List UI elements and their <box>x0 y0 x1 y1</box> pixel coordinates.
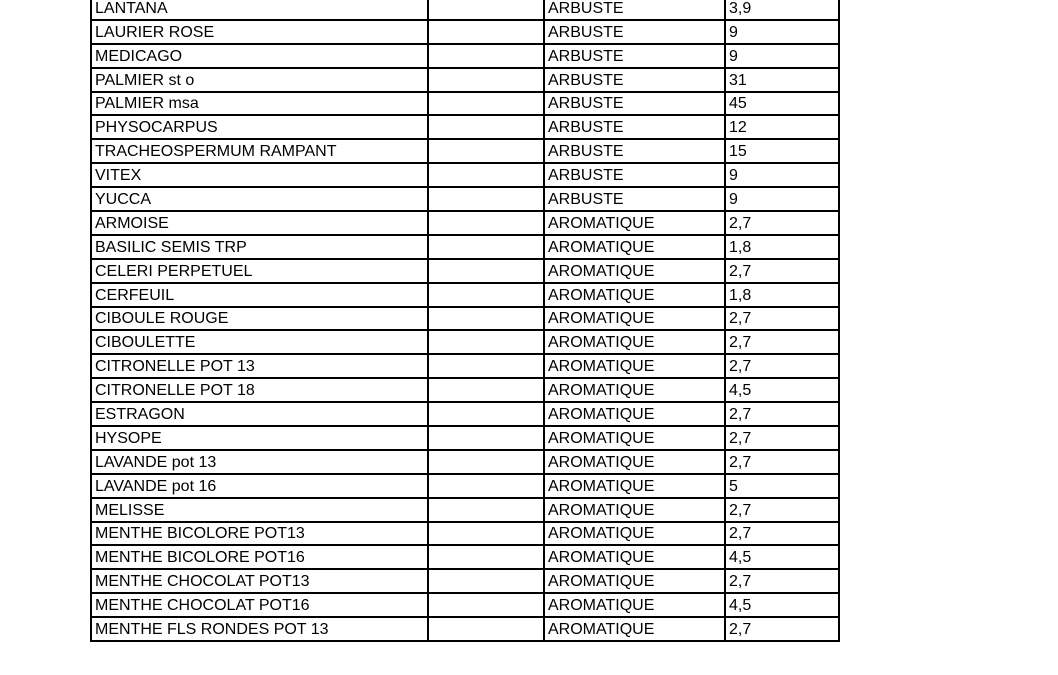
empty-cell <box>428 617 544 641</box>
category-cell: ARBUSTE <box>544 44 725 68</box>
price-cell: 2,7 <box>725 211 839 235</box>
plant-name-cell: PALMIER st o <box>91 68 428 92</box>
table-row <box>91 617 839 641</box>
category-cell: AROMATIQUE <box>544 545 725 569</box>
category-cell: AROMATIQUE <box>544 569 725 593</box>
category-cell: AROMATIQUE <box>544 426 725 450</box>
price-cell: 2,7 <box>725 617 839 641</box>
price-cell: 3,9 <box>725 0 839 20</box>
table-row <box>91 0 839 20</box>
empty-cell <box>428 259 544 283</box>
table-row <box>91 402 839 426</box>
category-cell: AROMATIQUE <box>544 522 725 546</box>
table-row <box>91 211 839 235</box>
empty-cell <box>428 163 544 187</box>
plant-name-cell: MENTHE CHOCOLAT POT16 <box>91 593 428 617</box>
category-cell: AROMATIQUE <box>544 378 725 402</box>
price-cell: 2,7 <box>725 259 839 283</box>
table-row <box>91 450 839 474</box>
plant-name-cell: YUCCA <box>91 187 428 211</box>
category-cell: ARBUSTE <box>544 139 725 163</box>
plant-name-cell: LAVANDE pot 16 <box>91 474 428 498</box>
empty-cell <box>428 498 544 522</box>
empty-cell <box>428 593 544 617</box>
price-table <box>90 0 840 642</box>
table-row <box>91 20 839 44</box>
empty-cell <box>428 44 544 68</box>
price-cell: 2,7 <box>725 569 839 593</box>
empty-cell <box>428 115 544 139</box>
price-cell: 12 <box>725 115 839 139</box>
plant-name-cell: CERFEUIL <box>91 283 428 307</box>
table-row <box>91 378 839 402</box>
price-cell: 9 <box>725 163 839 187</box>
table-row <box>91 163 839 187</box>
price-cell: 2,7 <box>725 426 839 450</box>
plant-name-cell: PHYSOCARPUS <box>91 115 428 139</box>
price-cell: 15 <box>725 139 839 163</box>
category-cell: ARBUSTE <box>544 115 725 139</box>
price-table-body <box>91 0 839 641</box>
category-cell: AROMATIQUE <box>544 235 725 259</box>
plant-name-cell: LANTANA <box>91 0 428 20</box>
price-cell: 1,8 <box>725 235 839 259</box>
category-cell: AROMATIQUE <box>544 450 725 474</box>
empty-cell <box>428 0 544 20</box>
category-cell: AROMATIQUE <box>544 283 725 307</box>
price-cell: 31 <box>725 68 839 92</box>
plant-name-cell: ESTRAGON <box>91 402 428 426</box>
category-cell: ARBUSTE <box>544 68 725 92</box>
table-row <box>91 259 839 283</box>
price-cell: 4,5 <box>725 545 839 569</box>
table-row <box>91 498 839 522</box>
plant-name-cell: PALMIER msa <box>91 92 428 116</box>
empty-cell <box>428 474 544 498</box>
category-cell: AROMATIQUE <box>544 354 725 378</box>
table-row <box>91 426 839 450</box>
empty-cell <box>428 283 544 307</box>
empty-cell <box>428 402 544 426</box>
table-row <box>91 593 839 617</box>
empty-cell <box>428 68 544 92</box>
category-cell: AROMATIQUE <box>544 330 725 354</box>
empty-cell <box>428 378 544 402</box>
price-cell: 9 <box>725 44 839 68</box>
plant-name-cell: LAVANDE pot 13 <box>91 450 428 474</box>
plant-name-cell: CIBOULE ROUGE <box>91 307 428 331</box>
table-row <box>91 68 839 92</box>
table-row <box>91 354 839 378</box>
category-cell: AROMATIQUE <box>544 259 725 283</box>
category-cell: AROMATIQUE <box>544 498 725 522</box>
empty-cell <box>428 330 544 354</box>
table-row <box>91 569 839 593</box>
price-cell: 2,7 <box>725 498 839 522</box>
category-cell: ARBUSTE <box>544 187 725 211</box>
empty-cell <box>428 235 544 259</box>
price-cell: 2,7 <box>725 330 839 354</box>
price-cell: 4,5 <box>725 378 839 402</box>
price-cell: 2,7 <box>725 354 839 378</box>
plant-name-cell: MELISSE <box>91 498 428 522</box>
empty-cell <box>428 307 544 331</box>
plant-name-cell: CIBOULETTE <box>91 330 428 354</box>
category-cell: ARBUSTE <box>544 92 725 116</box>
table-row <box>91 235 839 259</box>
empty-cell <box>428 139 544 163</box>
table-row <box>91 115 839 139</box>
price-cell: 1,8 <box>725 283 839 307</box>
plant-name-cell: CELERI PERPETUEL <box>91 259 428 283</box>
table-row <box>91 283 839 307</box>
table-row <box>91 330 839 354</box>
empty-cell <box>428 450 544 474</box>
plant-name-cell: CITRONELLE POT 18 <box>91 378 428 402</box>
price-cell: 2,7 <box>725 402 839 426</box>
plant-name-cell: LAURIER ROSE <box>91 20 428 44</box>
category-cell: ARBUSTE <box>544 20 725 44</box>
empty-cell <box>428 354 544 378</box>
price-cell: 5 <box>725 474 839 498</box>
table-row <box>91 139 839 163</box>
table-row <box>91 307 839 331</box>
plant-name-cell: CITRONELLE POT 13 <box>91 354 428 378</box>
empty-cell <box>428 569 544 593</box>
price-cell: 2,7 <box>725 307 839 331</box>
empty-cell <box>428 92 544 116</box>
category-cell: AROMATIQUE <box>544 211 725 235</box>
empty-cell <box>428 545 544 569</box>
table-row <box>91 92 839 116</box>
category-cell: AROMATIQUE <box>544 593 725 617</box>
plant-name-cell: MENTHE CHOCOLAT POT13 <box>91 569 428 593</box>
plant-name-cell: MEDICAGO <box>91 44 428 68</box>
category-cell: ARBUSTE <box>544 0 725 20</box>
plant-name-cell: HYSOPE <box>91 426 428 450</box>
plant-name-cell: MENTHE BICOLORE POT16 <box>91 545 428 569</box>
price-cell: 9 <box>725 187 839 211</box>
empty-cell <box>428 211 544 235</box>
table-row <box>91 187 839 211</box>
table-row <box>91 522 839 546</box>
category-cell: AROMATIQUE <box>544 402 725 426</box>
price-cell: 4,5 <box>725 593 839 617</box>
plant-name-cell: VITEX <box>91 163 428 187</box>
category-cell: ARBUSTE <box>544 163 725 187</box>
table-row <box>91 474 839 498</box>
table-row <box>91 545 839 569</box>
price-cell: 2,7 <box>725 450 839 474</box>
plant-name-cell: MENTHE BICOLORE POT13 <box>91 522 428 546</box>
price-cell: 2,7 <box>725 522 839 546</box>
price-cell: 9 <box>725 20 839 44</box>
empty-cell <box>428 187 544 211</box>
category-cell: AROMATIQUE <box>544 474 725 498</box>
price-cell: 45 <box>725 92 839 116</box>
empty-cell <box>428 426 544 450</box>
plant-name-cell: ARMOISE <box>91 211 428 235</box>
category-cell: AROMATIQUE <box>544 617 725 641</box>
plant-name-cell: TRACHEOSPERMUM RAMPANT <box>91 139 428 163</box>
empty-cell <box>428 522 544 546</box>
category-cell: AROMATIQUE <box>544 307 725 331</box>
table-row <box>91 44 839 68</box>
plant-name-cell: BASILIC SEMIS TRP <box>91 235 428 259</box>
plant-name-cell: MENTHE FLS RONDES POT 13 <box>91 617 428 641</box>
empty-cell <box>428 20 544 44</box>
